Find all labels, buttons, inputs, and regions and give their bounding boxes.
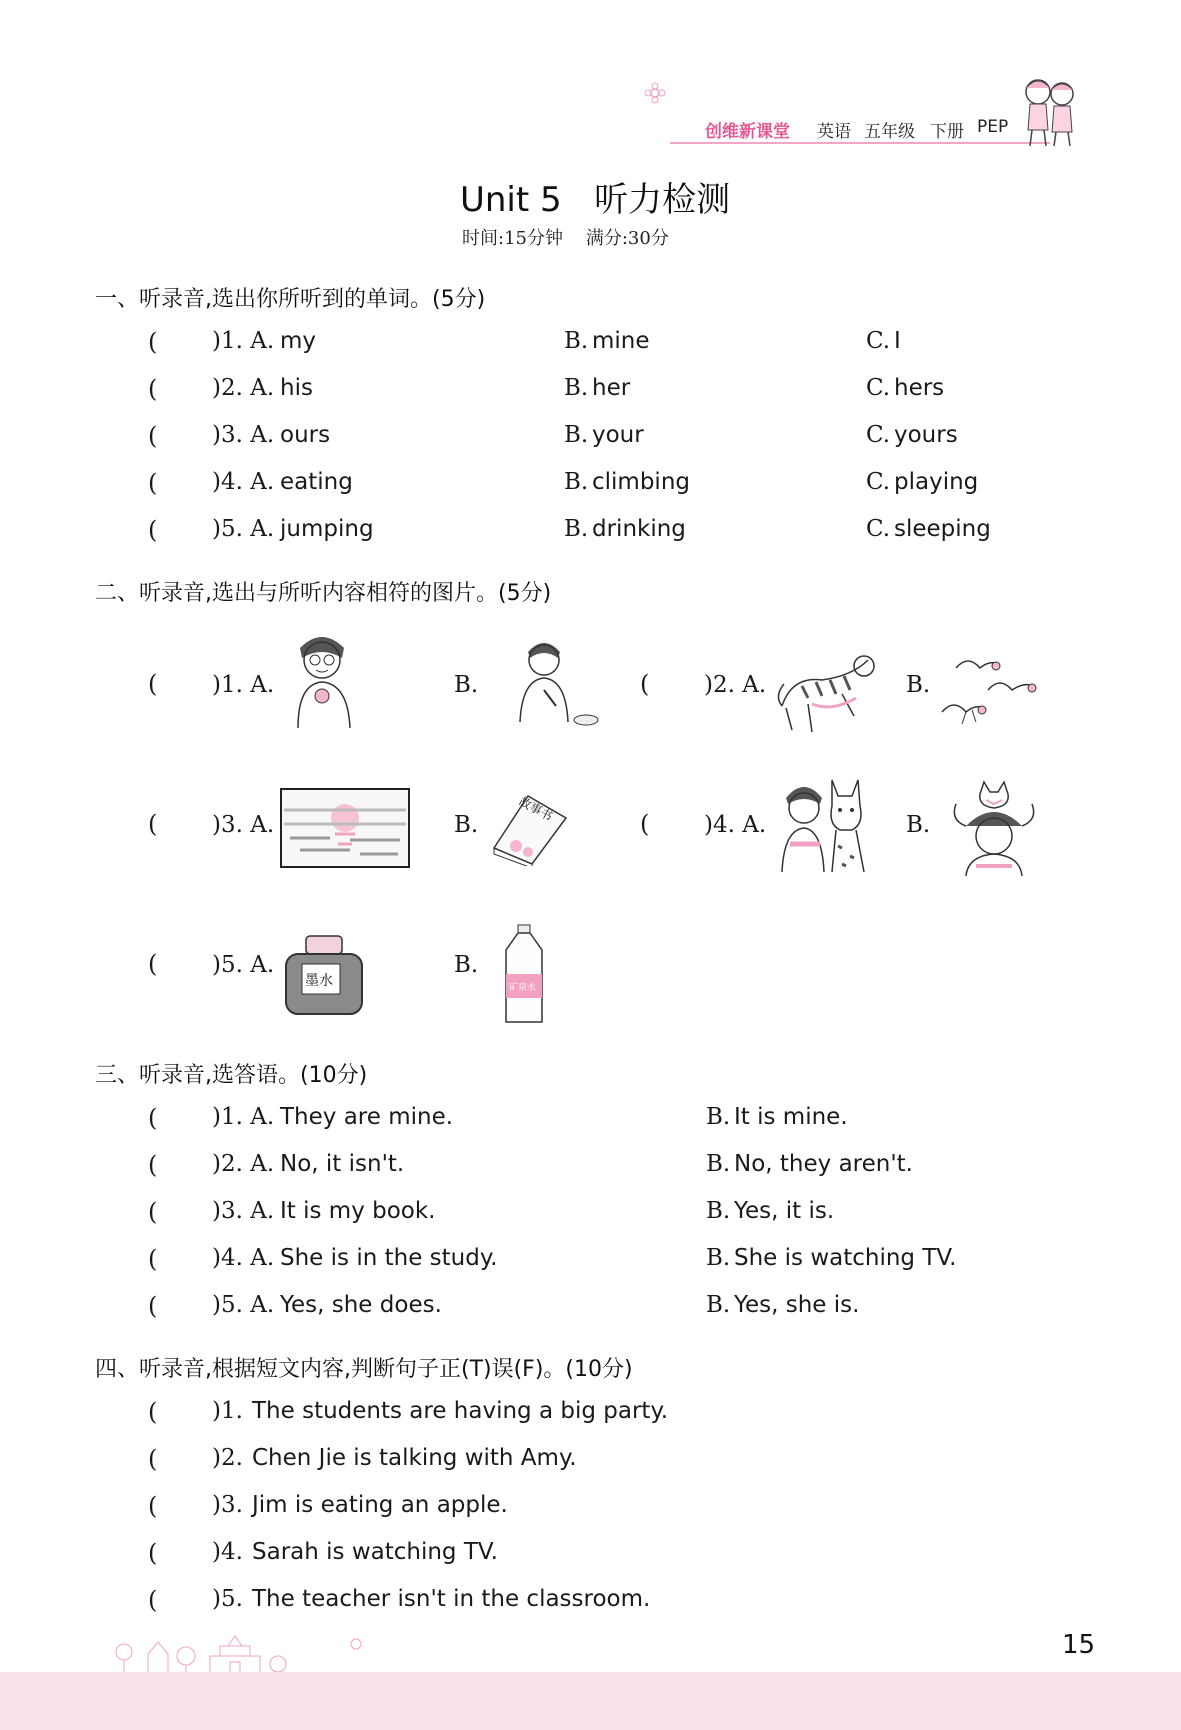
water-bottle-label: 矿泉水 <box>509 983 537 993</box>
list-item: ( )1. A. B. <box>148 670 479 698</box>
answer-blank[interactable]: ( <box>148 950 158 978</box>
boy-drinking-picture <box>512 634 602 732</box>
answer-blank[interactable]: ( <box>148 375 158 403</box>
sunset-sea-picture <box>280 788 410 868</box>
answer-blank[interactable]: ( <box>148 1398 158 1426</box>
grade-label: 五年级 <box>864 122 915 142</box>
section3-heading: 三、听录音,选答语。(10分) <box>95 1063 368 1088</box>
list-item: ( )5. A. B. <box>148 950 479 978</box>
storybook-title: 故事书 <box>516 794 555 824</box>
time-score-info: 时间:15分钟 满分:30分 <box>462 228 669 249</box>
answer-blank[interactable]: ( <box>148 670 158 698</box>
storybook-picture <box>488 790 570 866</box>
answer-blank[interactable]: ( <box>148 1539 158 1567</box>
answer-blank[interactable]: ( <box>148 1104 158 1132</box>
answer-blank[interactable]: ( <box>148 810 158 838</box>
flower-icon <box>644 82 666 104</box>
test-name: 听力检测 <box>594 180 731 220</box>
term-label: 下册 <box>930 122 964 142</box>
list-item: ( )3. A. B. <box>148 810 479 838</box>
man-eating-picture <box>282 628 367 728</box>
subject-label: 英语 <box>817 122 851 142</box>
ink-label: 墨水 <box>305 973 333 989</box>
section2-heading: 二、听录音,选出与所听内容相符的图片。(5分) <box>95 581 552 606</box>
footer-band <box>0 1672 1181 1730</box>
answer-blank[interactable]: ( <box>148 422 158 450</box>
list-item: ( )2. A. B. <box>640 670 931 698</box>
page-number: 15 <box>1062 1630 1096 1660</box>
list-item: ( )4. A. B. <box>640 810 931 838</box>
answer-blank[interactable]: ( <box>148 1245 158 1273</box>
girl-with-dog-picture <box>780 776 872 872</box>
ink-bottle-picture <box>284 934 364 1016</box>
birds-picture <box>936 648 1048 734</box>
answer-blank[interactable]: ( <box>640 810 650 838</box>
page-title <box>460 172 730 221</box>
answer-blank[interactable]: ( <box>148 1492 158 1520</box>
answer-blank[interactable]: ( <box>148 1586 158 1614</box>
town-decoration-icon <box>110 1630 370 1676</box>
edition-label: PEP <box>977 117 1009 137</box>
header <box>600 60 1100 150</box>
section4-heading: 四、听录音,根据短文内容,判断句子正(T)误(F)。(10分) <box>95 1357 633 1382</box>
water-bottle-picture <box>502 924 546 1024</box>
answer-blank[interactable]: ( <box>148 1198 158 1226</box>
answer-blank[interactable]: ( <box>148 1292 158 1320</box>
girl-with-cat-on-head-picture <box>946 780 1042 876</box>
section1-heading: 一、听录音,选出你所听到的单词。(5分) <box>95 287 486 312</box>
unit-label: Unit 5 <box>460 180 562 220</box>
answer-blank[interactable]: ( <box>148 1151 158 1179</box>
kids-mascot-icon <box>1008 70 1088 150</box>
answer-blank[interactable]: ( <box>148 1445 158 1473</box>
tiger-picture <box>772 646 882 738</box>
answer-blank[interactable]: ( <box>640 670 650 698</box>
answer-blank[interactable]: ( <box>148 469 158 497</box>
answer-blank[interactable]: ( <box>148 516 158 544</box>
brand-name: 创维新课堂 <box>705 122 790 142</box>
answer-blank[interactable]: ( <box>148 328 158 356</box>
header-rule <box>670 142 1050 144</box>
